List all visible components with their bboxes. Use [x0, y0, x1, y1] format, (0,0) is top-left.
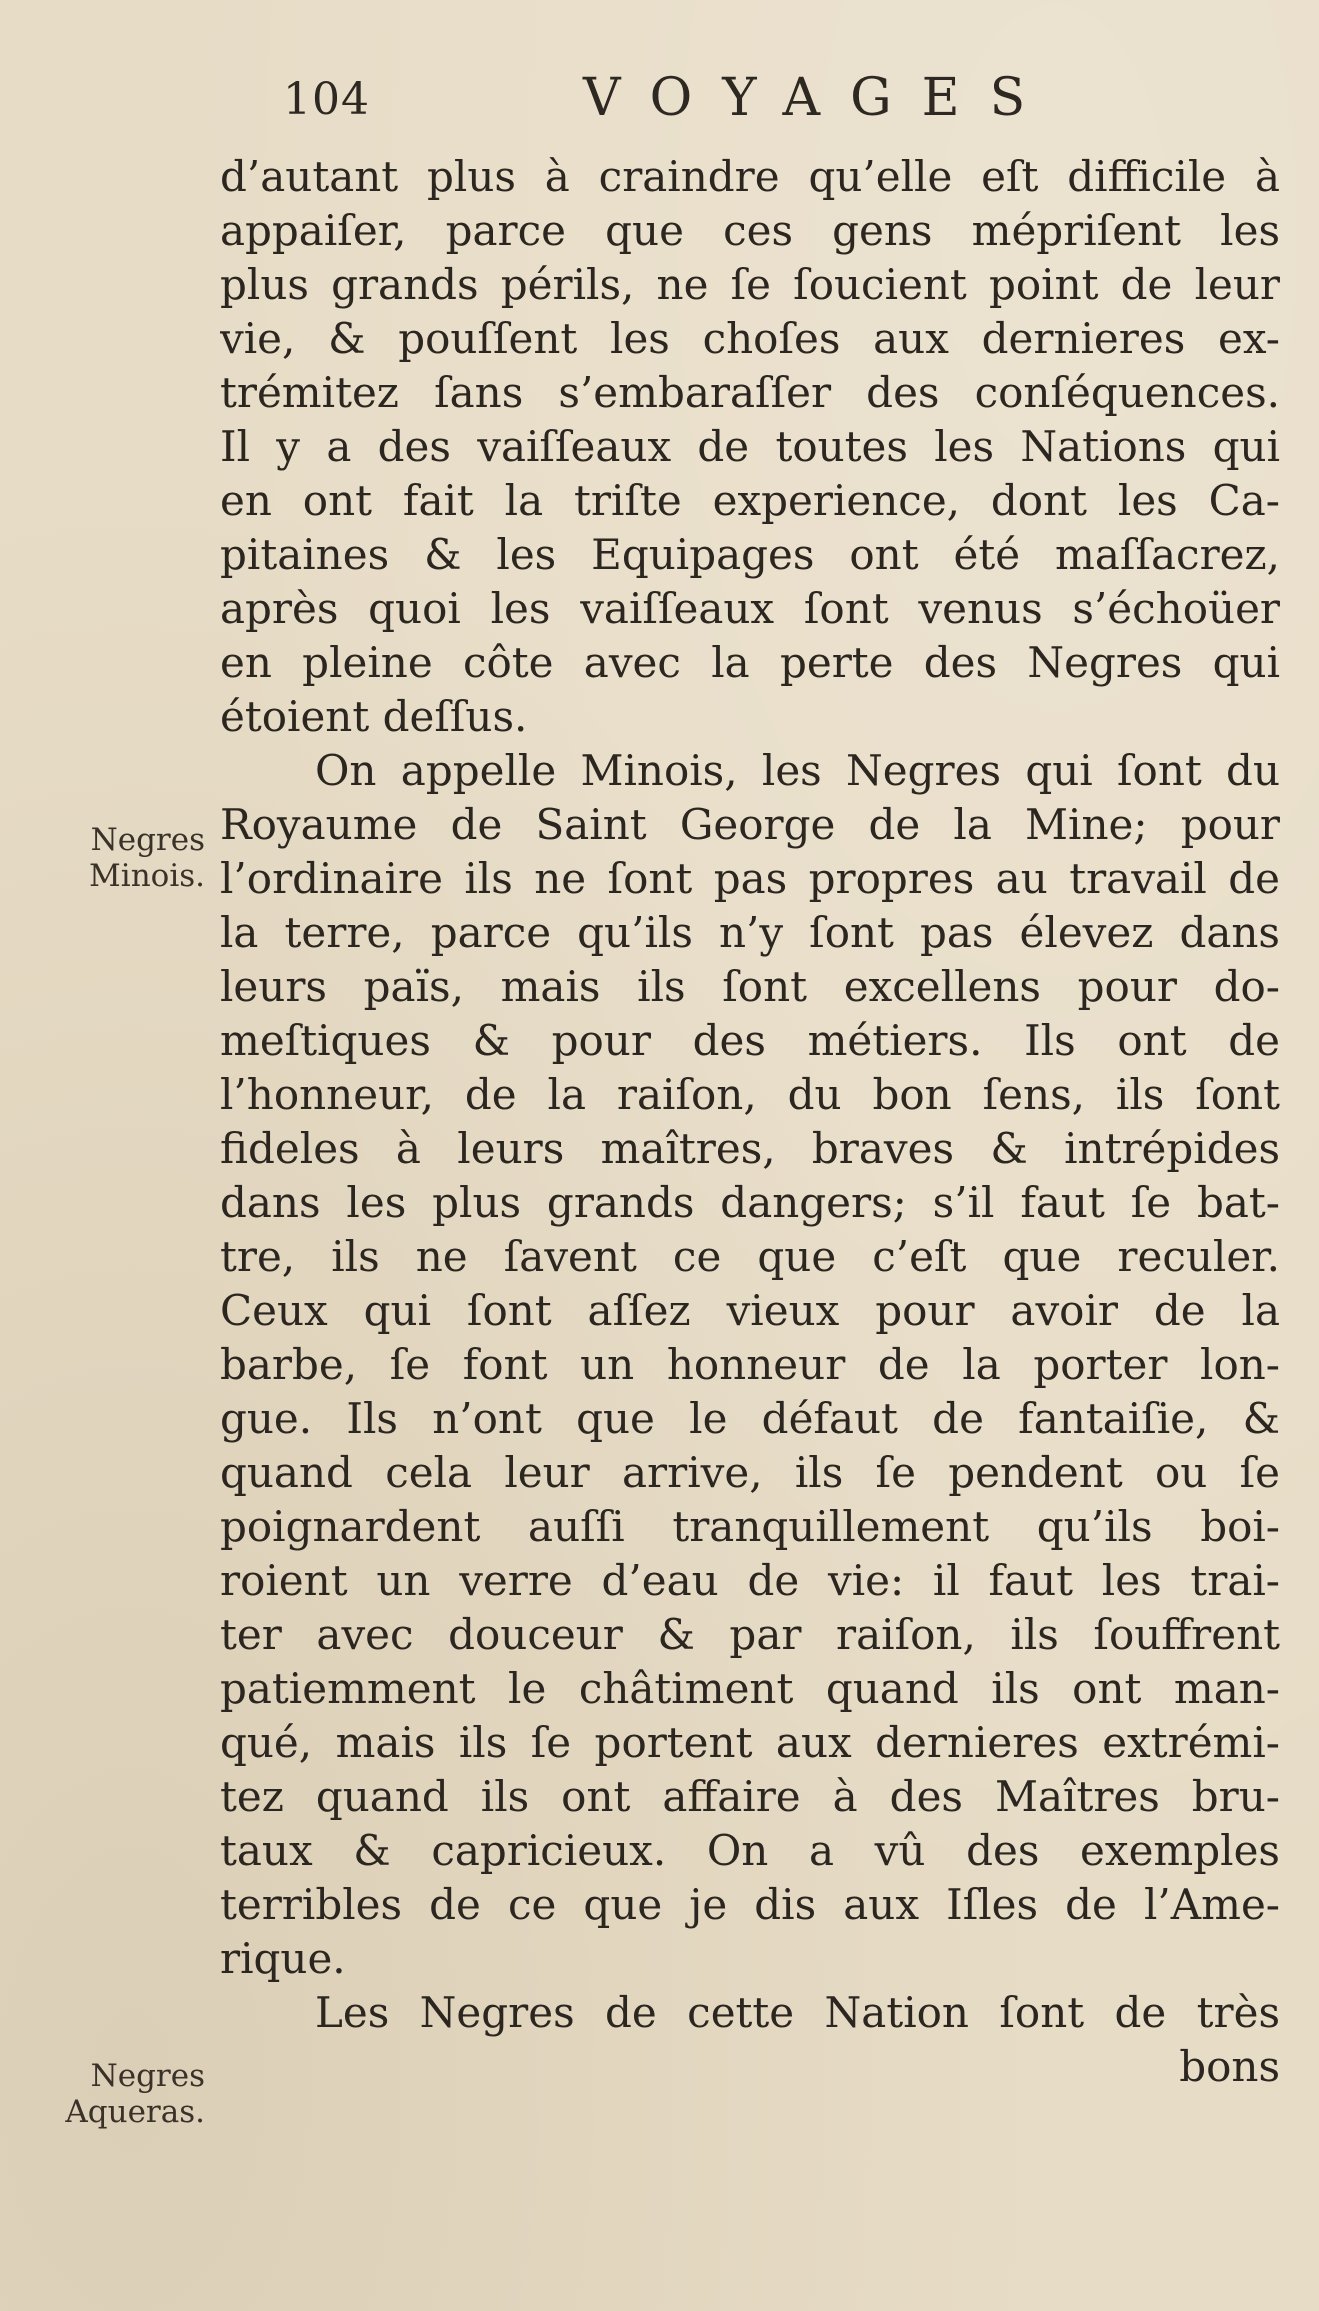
margin-note-negres-aqueras: Negres Aqueras. [65, 2058, 205, 2130]
text-line: taux & capricieux. On a vû des exemples [220, 1826, 1280, 1875]
text-line: Royaume de Saint George de la Mine; pour [220, 800, 1280, 849]
text-line: gue. Ils n’ont que le défaut de fantaiſie, & [220, 1394, 1280, 1443]
body-text [220, 150, 1280, 2094]
text-line: en pleine côte avec la perte des Negres qui [220, 638, 1280, 687]
text-line: pitaines & les Equipages ont été maſſacrez, [220, 530, 1280, 579]
text-line: après quoi les vaiſſeaux ſont venus s’échoüer [220, 584, 1280, 633]
text-line: plus grands périls, ne ſe ſoucient point de leur [220, 260, 1280, 309]
text-line: poignardent auſſi tranquillement qu’ils boi- [220, 1502, 1280, 1551]
text-line: leurs païs, mais ils ſont excellens pour do- [220, 962, 1280, 1011]
text-line: Il y a des vaiſſeaux de toutes les Nations qui [220, 422, 1280, 471]
text-line: rique. [220, 1934, 346, 1983]
text-line: barbe, ſe font un honneur de la porter lon- [220, 1340, 1280, 1389]
text-line: terribles de ce que je dis aux Iſles de l’Ame- [220, 1880, 1280, 1929]
text-line: étoient deſſus. [220, 692, 528, 741]
page-number: 104 [283, 74, 370, 125]
text-line: patiemment le châtiment quand ils ont man- [220, 1664, 1280, 1713]
text-line: vie, & pouſſent les choſes aux dernieres ex- [220, 314, 1280, 363]
text-line: l’honneur, de la raiſon, du bon ſens, ils ſont [220, 1070, 1280, 1119]
text-line: fideles à leurs maîtres, braves & intrépides [220, 1124, 1280, 1173]
text-line: tez quand ils ont affaire à des Maîtres bru- [220, 1772, 1280, 1821]
text-line: roient un verre d’eau de vie: il faut les trai- [220, 1556, 1280, 1605]
text-line: ter avec douceur & par raiſon, ils ſouffrent [220, 1610, 1280, 1659]
text-line: dans les plus grands dangers; s’il faut ſe bat- [220, 1178, 1280, 1227]
text-line: appaiſer, parce que ces gens mépriſent les [220, 206, 1280, 255]
text-line: Ceux qui ſont aſſez vieux pour avoir de la [220, 1286, 1280, 1335]
text-line: meſtiques & pour des métiers. Ils ont de [220, 1016, 1280, 1065]
catchword: bons [1179, 2042, 1280, 2091]
text-line: d’autant plus à craindre qu’elle eſt difficile à [220, 152, 1280, 201]
page-header [283, 68, 1183, 138]
text-line: quand cela leur arrive, ils ſe pendent ou ſe [220, 1448, 1280, 1497]
text-line: tre, ils ne ſavent ce que c’eſt que reculer. [220, 1232, 1280, 1281]
running-title: VOYAGES [583, 68, 1056, 128]
text-line: la terre, parce qu’ils n’y ſont pas élevez dans [220, 908, 1280, 957]
margin-note-negres-minois: Negres Minois. [89, 822, 205, 894]
text-line: Les Negres de cette Nation ſont de très [315, 1988, 1280, 2037]
text-line: en ont fait la triſte experience, dont les Ca- [220, 476, 1280, 525]
text-line: qué, mais ils ſe portent aux dernieres extrémi- [220, 1718, 1280, 1767]
text-line: trémitez ſans s’embaraſſer des conſéquences. [220, 368, 1280, 417]
text-line: On appelle Minois, les Negres qui ſont du [315, 746, 1280, 795]
text-line: l’ordinaire ils ne ſont pas propres au travail de [220, 854, 1280, 903]
